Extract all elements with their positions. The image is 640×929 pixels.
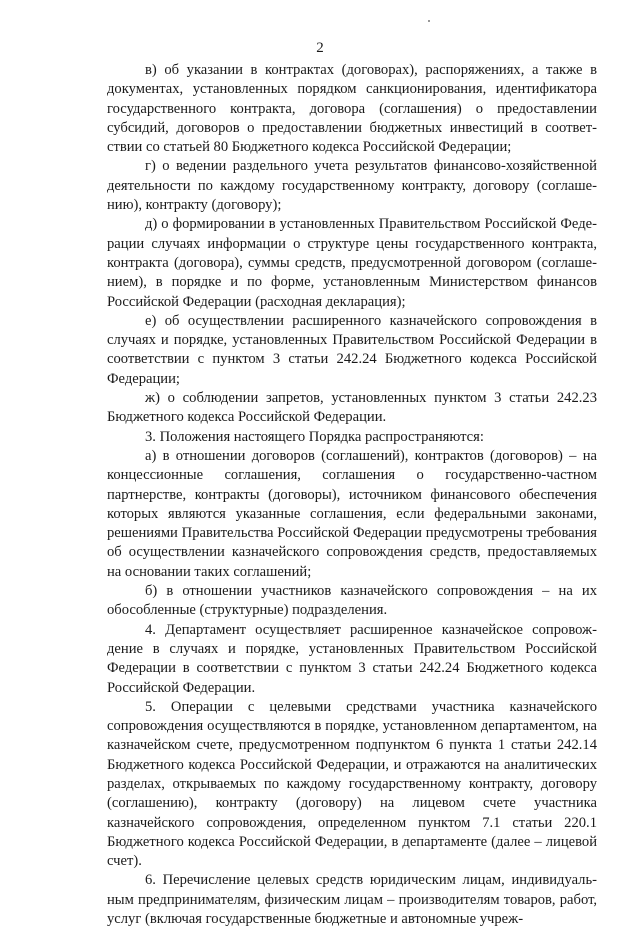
paragraph-zh: ж) о соблюдении запретов, установленных пунктом 3 статьи 242.23 Бюджетного кодекса Российской Федерации. <box>107 390 597 426</box>
page-number: 2 <box>316 40 324 56</box>
paragraph-3: 3. Положения настоящего Порядка распространяются: <box>145 428 484 445</box>
scan-speck <box>428 20 430 22</box>
paragraph-4: 4. Департамент осуществляет расширенное казначейское сопровождение в случаях и порядке, установленных Правительством Российской Федерации в соответствии с пунктом 3 статьи 242.24 Бюджетного кодекса Российской Федерации. <box>107 621 597 696</box>
document-body <box>107 61 597 929</box>
paragraph-3a: а) в отношении договоров (соглашений), контрактов (договоров) – на концессионные соглашения, соглашения о государственно-частном партнерстве, контракты (договоры), источником финансового обеспечения которых являются указанные соглашения, если федеральными законами, решениями Правительства Российской Федерации предусмотрены требования об осуществлении казначейского сопровождения средств, предоставляемых на основании таких соглашений; <box>107 447 597 580</box>
paragraph-5: 5. Операции с целевыми средствами участника казначейского сопровождения осуществляются в порядке, установленном департаментом, на казначейском счете, предусмотренном подпунктом 6 пункта 1 статьи 242.14 Бюджетного кодекса Российской Федерации, и отражаются на аналитических разделах, открываемых по каждому государственному контракту, договору (соглашению), контракту (договору) на лицевом счете участника казначейского сопровождения, определенном пунктом 7.1 статьи 220.1 Бюджетного кодекса Российской Федерации, в департаменте (далее – лицевой счет). <box>107 698 597 870</box>
paragraph-e: е) об осуществлении расширенного казначейского сопровождения в случаях и порядке, установленных Правительством Российской Федерации в соответствии с пунктом 3 статьи 242.24 Бюджетного кодекса Российской Федерации; <box>107 312 597 387</box>
paragraph-g: г) о ведении раздельного учета результатов финансово-хозяйственной деятельности по каждому государственному контракту, договору (соглашению), контракту (договору); <box>107 158 597 214</box>
paragraph-v: в) об указании в контрактах (договорах), распоряжениях, а также в документах, установленных порядком санкционирования, идентификатора государственного контракта, договора (соглашения) о предоставлении субсидий, договоров о предоставлении бюджетных инвестиций в соответствии со статьей 80 Бюджетного кодекса Российской Федерации; <box>107 62 597 156</box>
paragraph-3b: б) в отношении участников казначейского сопровождения – на их обособленные (структурные) подразделения. <box>107 583 597 619</box>
paragraph-d: д) о формировании в установленных Правительством Российской Федерации случаях информации о структуре цены государственного контракта, контракта (договора), суммы средств, предусмотренной договором (соглашением), в порядке и по форме, установленным Министерством финансов Российской Федерации (расходная декларация); <box>107 216 597 310</box>
paragraph-6: 6. Перечисление целевых средств юридическим лицам, индивидуальным предпринимателям, физическим лицам – производителям товаров, работ, услуг (включая государственные бюджетные и автономные учреж- <box>107 872 597 928</box>
